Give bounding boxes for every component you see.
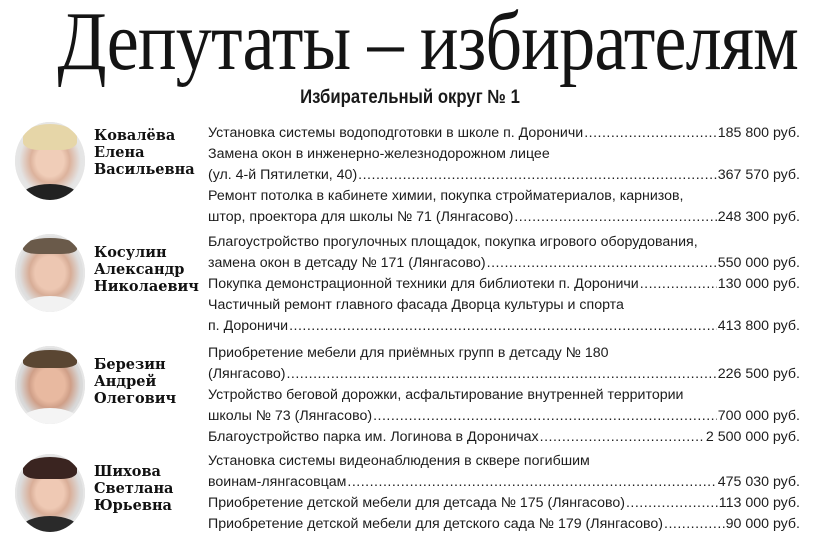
deputy-surname: Березин [94, 356, 166, 373]
item-amount: 185 800 руб. [717, 125, 800, 141]
item-amount: 475 030 руб. [717, 474, 800, 490]
deputy-patronymic: Васильевна [94, 161, 195, 178]
deputy-photo [15, 346, 85, 424]
item-description: Благоустройство прогулочных площадок, покупка игрового оборудования, [208, 234, 698, 250]
deputy-firstname: Андрей [94, 373, 157, 390]
item-description-cont: (ул. 4-й Пятилетки, 40) [208, 167, 358, 183]
dot-leader [514, 207, 716, 228]
dot-leader [347, 472, 716, 493]
item-description: Приобретение детской мебели для детского сада № 179 (Лянгасово) [208, 516, 664, 532]
item-amount: 90 000 руб. [725, 516, 800, 532]
item-description: Покупка демонстрационной техники для библиотеки п. Дороничи [208, 276, 639, 292]
deputy-surname: Косулин [94, 244, 167, 261]
funding-item [208, 274, 800, 295]
item-description: Приобретение мебели для приёмных групп в детсаду № 180 [208, 345, 609, 361]
deputy-name [94, 127, 195, 178]
funding-item [208, 493, 800, 514]
deputy-firstname: Светлана [94, 480, 174, 497]
item-description: Частичный ремонт главного фасада Дворца культуры и спорта [208, 297, 624, 313]
funding-item [208, 514, 800, 535]
item-description-cont: воинам-лянгасовцам [208, 474, 347, 490]
item-amount: 130 000 руб. [717, 276, 800, 292]
funding-item [208, 186, 800, 228]
dot-leader [358, 165, 717, 186]
dot-leader [664, 514, 725, 535]
item-description: Установка системы видеонаблюдения в сквере погибшим [208, 453, 590, 469]
deputy-photo [15, 234, 85, 312]
deputy-surname: Шихова [94, 463, 161, 480]
deputy-patronymic: Юрьевна [94, 497, 172, 514]
dot-leader [640, 274, 717, 295]
item-amount: 700 000 руб. [717, 408, 800, 424]
item-amount: 2 500 000 руб. [705, 429, 800, 445]
district-subtitle: Избирательный округ № 1 [300, 87, 520, 108]
item-description: Замена окон в инженерно-железнодорожном лицее [208, 146, 550, 162]
item-amount: 226 500 руб. [717, 366, 800, 382]
dot-leader [584, 123, 717, 144]
funding-item [208, 144, 800, 186]
deputy-patronymic: Николаевич [94, 278, 199, 295]
dot-leader [286, 364, 716, 385]
funding-item [208, 385, 800, 427]
dot-leader [626, 493, 718, 514]
funding-item [208, 295, 800, 337]
deputy-name [94, 356, 176, 407]
dot-leader [289, 316, 717, 337]
item-description-cont: замена окон в детсаду № 171 (Лянгасово) [208, 255, 486, 271]
funding-item [208, 427, 800, 448]
deputy-firstname: Елена [94, 144, 145, 161]
dot-leader [487, 253, 717, 274]
dot-leader [373, 406, 717, 427]
item-description: Установка системы водоподготовки в школе п. Дороничи [208, 125, 584, 141]
deputy-photo [15, 122, 85, 200]
item-description-cont: школы № 73 (Лянгасово) [208, 408, 373, 424]
page-title: Депутаты – избирателям [57, 0, 799, 88]
funding-item [208, 343, 800, 385]
item-description: Ремонт потолка в кабинете химии, покупка стройматериалов, карнизов, [208, 188, 684, 204]
deputy-name [94, 463, 173, 514]
funding-item [208, 232, 800, 274]
deputy-surname: Ковалёва [94, 127, 176, 144]
item-amount: 367 570 руб. [717, 167, 800, 183]
funding-item [208, 451, 800, 493]
dot-leader [540, 427, 705, 448]
deputy-firstname: Александр [94, 261, 185, 278]
item-description-cont: штор, проектора для школы № 71 (Лянгасово) [208, 209, 514, 225]
item-amount: 413 800 руб. [717, 318, 800, 334]
item-description: Благоустройство парка им. Логинова в Дороничах [208, 429, 539, 445]
item-description-cont: п. Дороничи [208, 318, 289, 334]
item-description-cont: (Лянгасово) [208, 366, 286, 382]
item-amount: 550 000 руб. [717, 255, 800, 271]
deputy-patronymic: Олегович [94, 390, 177, 407]
item-amount: 248 300 руб. [717, 209, 800, 225]
item-amount: 113 000 руб. [718, 495, 800, 511]
item-description: Приобретение детской мебели для детсада № 175 (Лянгасово) [208, 495, 625, 511]
deputy-name [94, 244, 199, 295]
funding-item [208, 123, 800, 144]
deputy-photo [15, 454, 85, 532]
item-description: Устройство беговой дорожки, асфальтирование внутренней территории [208, 387, 684, 403]
